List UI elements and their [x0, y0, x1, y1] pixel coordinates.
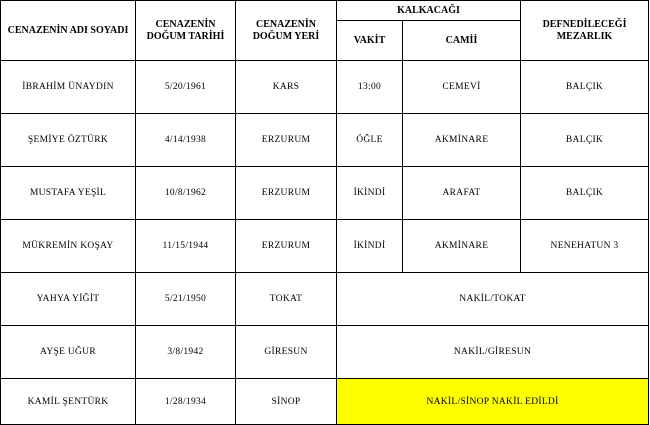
cell-name: MUSTAFA YEŞİL — [1, 167, 136, 220]
cell-mosque: ARAFAT — [403, 167, 521, 220]
cell-transfer-note: NAKİL/GİRESUN — [337, 326, 649, 379]
header-birth-place — [236, 1, 337, 61]
cell-birth-place: ERZURUM — [236, 114, 337, 167]
cell-name: İBRAHİM ÜNAYDIN — [1, 61, 136, 114]
table-row — [1, 167, 649, 220]
cell-birth-date: 5/20/1961 — [136, 61, 236, 114]
table-row — [1, 379, 649, 425]
cell-name: MÜKREMİN KOŞAY — [1, 220, 136, 273]
header-birth-date — [136, 1, 236, 61]
cell-name: YAHYA YİĞİT — [1, 273, 136, 326]
cell-time: İKİNDİ — [337, 220, 403, 273]
header-mosque: CAMİİ — [403, 21, 521, 61]
cell-birth-date: 4/14/1938 — [136, 114, 236, 167]
cell-name: AYŞE UĞUR — [1, 326, 136, 379]
cell-birth-place: TOKAT — [236, 273, 337, 326]
cell-birth-date: 1/28/1934 — [136, 379, 236, 425]
cell-time: ÖĞLE — [337, 114, 403, 167]
header-name: CENAZENİN ADI SOYADI — [1, 1, 136, 61]
cell-mosque: CEMEVİ — [403, 61, 521, 114]
cell-time: 13:00 — [337, 61, 403, 114]
cell-cemetery: BALÇIK — [521, 114, 649, 167]
cell-birth-place: SİNOP — [236, 379, 337, 425]
header-departure: KALKACAĞI — [337, 1, 521, 21]
cell-cemetery: BALÇIK — [521, 167, 649, 220]
cell-transfer-note-highlighted: NAKİL/SİNOP NAKİL EDİLDİ — [337, 379, 649, 425]
cell-cemetery: BALÇIK — [521, 61, 649, 114]
cell-birth-place: GİRESUN — [236, 326, 337, 379]
cell-birth-date: 10/8/1962 — [136, 167, 236, 220]
cell-cemetery: NENEHATUN 3 — [521, 220, 649, 273]
cell-birth-date: 5/21/1950 — [136, 273, 236, 326]
header-cemetery-line1: DEFNEDİLECEĞİ — [542, 18, 627, 30]
cell-transfer-note: NAKİL/TOKAT — [337, 273, 649, 326]
cell-mosque: AKMİNARE — [403, 220, 521, 273]
header-birth-place-line2: DOĞUM YERİ — [252, 30, 320, 42]
header-birth-place-line1: CENAZENİN — [255, 18, 316, 30]
cell-birth-place: KARS — [236, 61, 337, 114]
table-row — [1, 273, 649, 326]
table-row — [1, 114, 649, 167]
cell-birth-place: ERZURUM — [236, 220, 337, 273]
cell-name: KAMİL ŞENTÜRK — [1, 379, 136, 425]
header-cemetery-line2: MEZARLIK — [556, 30, 613, 42]
header-birth-date-line2: DOĞUM TARİHİ — [146, 30, 225, 42]
cell-birth-place: ERZURUM — [236, 167, 337, 220]
table-row — [1, 61, 649, 114]
header-time: VAKİT — [337, 21, 403, 61]
header-birth-date-line1: CENAZENİN — [155, 18, 216, 30]
cell-birth-date: 3/8/1942 — [136, 326, 236, 379]
header-cemetery — [521, 1, 649, 61]
cell-name: ŞEMİYE ÖZTÜRK — [1, 114, 136, 167]
table-row — [1, 220, 649, 273]
table-row — [1, 326, 649, 379]
cell-time: İKİNDİ — [337, 167, 403, 220]
cell-mosque: AKMİNARE — [403, 114, 521, 167]
cell-birth-date: 11/15/1944 — [136, 220, 236, 273]
